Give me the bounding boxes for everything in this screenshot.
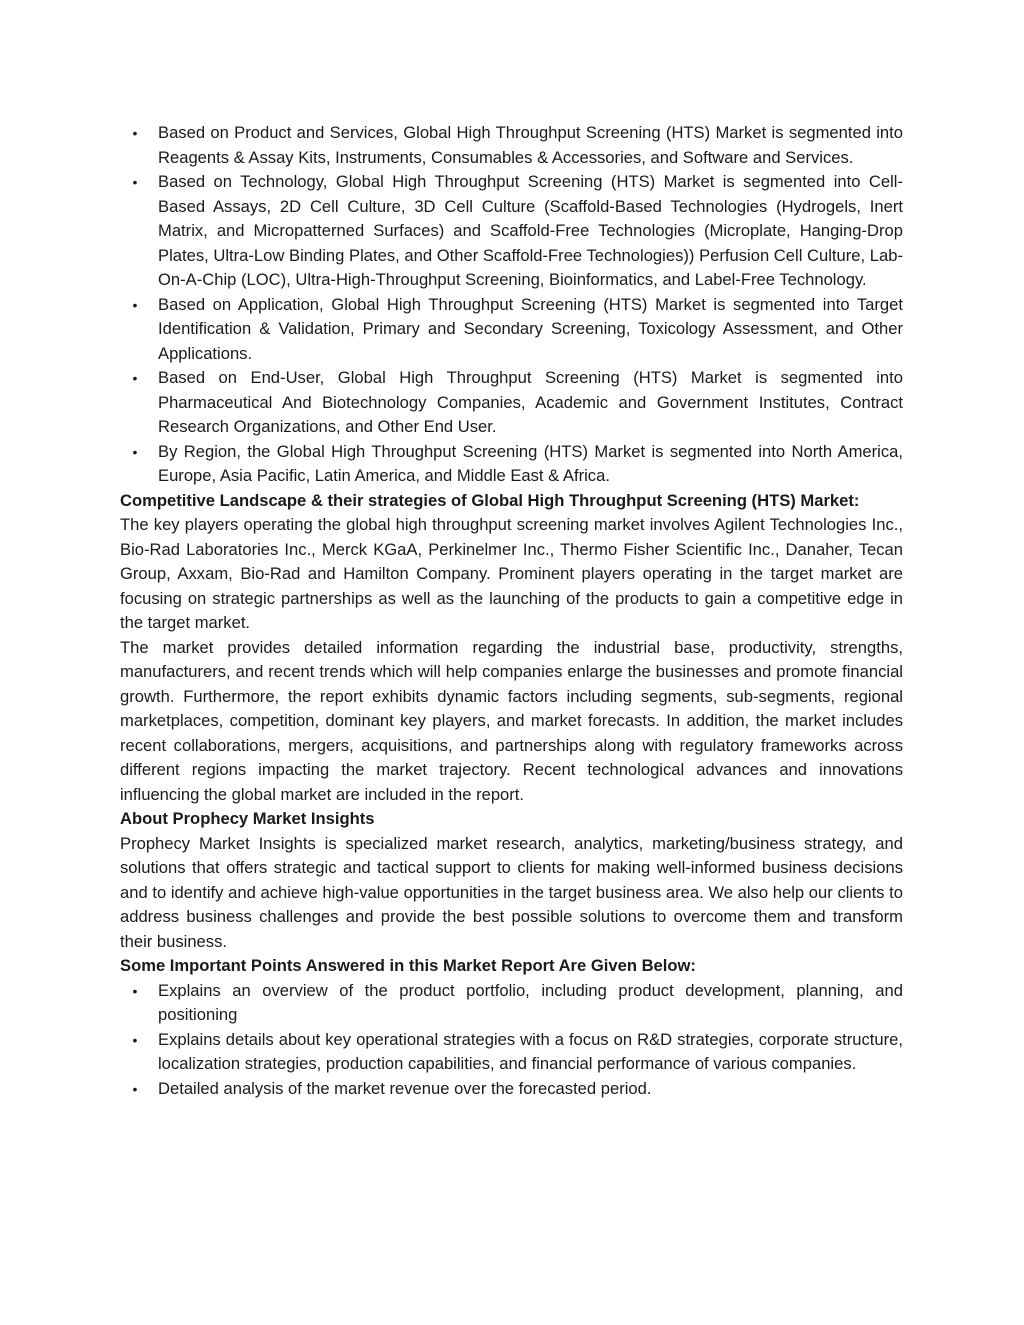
list-item-text: Explains an overview of the product portfolio, including product development, planning, and positioning [158, 980, 903, 1024]
document-page [120, 121, 903, 1101]
bullet-icon: • [132, 1031, 138, 1048]
list-item [120, 979, 903, 1028]
bullet-icon: • [132, 370, 138, 386]
bullet-icon: • [132, 1080, 138, 1097]
competitive-landscape-heading: Competitive Landscape & their strategies of Global High Throughput Screening (HTS) Market: [120, 490, 860, 510]
list-item-text: Based on Product and Services, Global High Throughput Screening (HTS) Market is segmented into Reagents & Assay Kits, Instruments, Consumables & Accessories, and Software and Services. [158, 123, 903, 167]
bullet-icon: • [132, 982, 138, 999]
important-points-list [120, 979, 903, 1102]
list-item [120, 440, 903, 489]
list-item-text: Based on Technology, Global High Throughput Screening (HTS) Market is segmented into Cell-Based Assays, 2D Cell Culture, 3D Cell Culture (Scaffold-Based Technologies (Hydrogels, Inert Matrix, and Micropatterned Surfaces) and Scaffold-Free Technologies (Microplate, Hanging-Drop Plates, Ultra-Low Binding Plates, and Other Scaffold-Free Technologies)) Perfusion Cell Culture, Lab-On-A-Chip (LOC), Ultra-High-Throughput Screening, Bioinformatics, and Label-Free Technology. [158, 172, 903, 289]
list-item [120, 121, 903, 170]
about-heading: About Prophecy Market Insights [120, 809, 375, 828]
about-paragraph: Prophecy Market Insights is specialized market research, analytics, marketing/business strategy, and solutions that offers strategic and tactical support to clients for making well-informed business decisions and to identify and achieve high-value opportunities in the target business area. We also help our clients to address business challenges and provide the best possible solutions to overcome them and transform their business. [120, 833, 903, 951]
bullet-icon: • [132, 443, 138, 460]
list-item-text: Based on Application, Global High Throughput Screening (HTS) Market is segmented into Target Identification & Validation, Primary and Secondary Screening, Toxicology Assessment, and Other Applications. [158, 294, 903, 363]
list-item-text: Detailed analysis of the market revenue over the forecasted period. [158, 1078, 652, 1098]
important-points-heading: Some Important Points Answered in this Market Report Are Given Below: [120, 956, 696, 975]
list-item [120, 366, 903, 440]
bullet-icon: • [132, 125, 138, 141]
competitive-paragraph-players: The key players operating the global high throughput screening market involves Agilent Technologies Inc., Bio-Rad Laboratories Inc., Merck KGaA, Perkinelmer Inc., Thermo Fisher Scientific Inc., Danaher, Tecan Group, Axxam, Bio-Rad and Hamilton Company. Prominent players operating in the target market are focusing on strategic partnerships as well as the launching of the products to gain a competitive edge in the target market. [120, 515, 903, 632]
segmentation-list [120, 121, 903, 489]
list-item-text: By Region, the Global High Throughput Screening (HTS) Market is segmented into North America, Europe, Asia Pacific, Latin America, and Middle East & Africa. [158, 441, 903, 485]
list-item-text: Explains details about key operational strategies with a focus on R&D strategies, corporate structure, localization strategies, production capabilities, and financial performance of various companies. [158, 1029, 903, 1073]
list-item [120, 1077, 903, 1102]
list-item [120, 1028, 903, 1077]
list-item [120, 293, 903, 367]
list-item [120, 170, 903, 293]
list-item-text: Based on End-User, Global High Throughput Screening (HTS) Market is segmented into Pharmaceutical And Biotechnology Companies, Academic and Government Institutes, Contract Research Organizations, and Other End User. [158, 368, 903, 436]
competitive-paragraph-market-info: The market provides detailed information regarding the industrial base, productivity, strengths, manufacturers, and recent trends which will help companies enlarge the businesses and promote financial growth. Furthermore, the report exhibits dynamic factors including segments, sub-segments, regional marketplaces, competition, dominant key players, and market forecasts. In addition, the market includes recent collaborations, mergers, acquisitions, and partnerships along with regulatory frameworks across different regions impacting the market trajectory. Recent technological advances and innovations influencing the global market are included in the report. [120, 637, 903, 804]
bullet-icon: • [132, 174, 138, 190]
bullet-icon: • [132, 296, 138, 313]
